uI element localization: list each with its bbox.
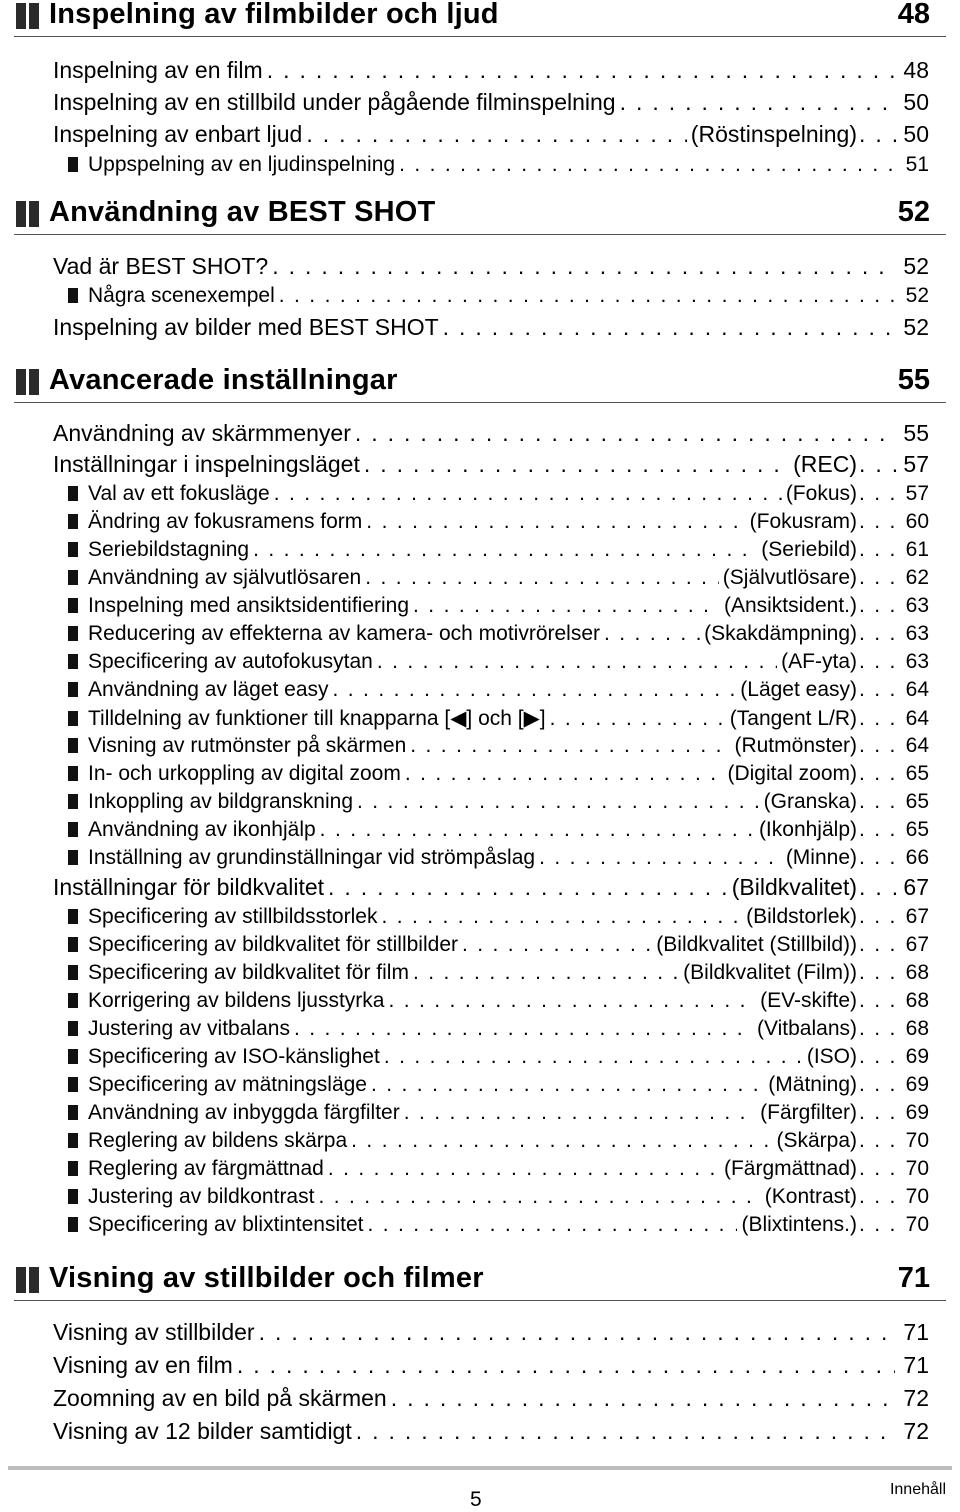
toc-entry-label: Visning av rutmönster på skärmen [88,734,407,757]
toc-entry-menu-ref: (ISO) [806,1045,857,1068]
toc-entry-label: Inspelning med ansiktsidentifiering [88,594,410,617]
dot-leader [859,510,897,534]
section-marker-icon [16,201,42,227]
toc-entry-menu-ref: (Fokusram) [749,510,857,533]
dot-leader [539,846,782,870]
section-header [14,366,946,403]
toc-entry-menu-ref: (Digital zoom) [727,762,857,785]
toc-entry-label: Visning av stillbilder [53,1319,255,1345]
toc-entry-menu-ref: (Läget easy) [740,678,857,701]
toc-section [0,1264,960,1451]
toc-entry-label: Användning av ikonhjälp [88,818,316,841]
bullet-square-icon [68,288,78,303]
dot-leader [364,451,789,478]
dot-leader [381,905,742,929]
toc-entry[interactable] [53,510,929,538]
toc-entry-menu-ref: (Självutlösare) [722,566,857,589]
toc-entry-label: Val av ett fokusläge [88,482,270,505]
toc-entry-page-number: 65 [905,818,929,841]
toc-entry-menu-ref: (Bildkvalitet (Film)) [683,961,857,984]
dot-leader [859,961,897,985]
bullet-square-icon [68,1189,78,1204]
dot-leader [351,1129,772,1153]
toc-entry-page-number: 63 [905,594,929,617]
toc-entry[interactable] [53,538,929,566]
dot-leader [859,451,897,478]
toc-entry[interactable] [53,57,929,89]
dot-leader [377,650,777,674]
toc-entry[interactable] [53,1213,929,1241]
section-entries [53,403,929,1241]
toc-entry[interactable] [53,933,929,961]
bullet-square-icon [68,822,78,837]
toc-entry-menu-ref: (Skärpa) [776,1129,857,1152]
toc-entry-page-number: 68 [905,989,929,1012]
toc-entry[interactable] [53,420,929,451]
toc-entry-page-number: 52 [903,253,929,279]
dot-leader [366,510,745,534]
toc-entry-menu-ref: (REC) [793,451,857,477]
dot-leader [859,566,897,590]
dot-leader [405,762,724,786]
toc-entry-menu-ref: (Seriebild) [761,538,857,561]
toc-entry-page-number: 71 [903,1352,929,1378]
dot-leader [550,707,726,731]
section-title: Användning av BEST SHOT [49,196,436,228]
dot-leader [859,1213,897,1237]
toc-entry-menu-ref: (Fokus) [785,482,857,505]
dot-leader [859,594,897,618]
toc-entry-label: Seriebildstagning [88,538,250,561]
toc-entry-label: Specificering av bildkvalitet för stillbilder [88,933,458,956]
dot-leader [237,1352,895,1379]
toc-entry-page-number: 72 [903,1418,929,1444]
toc-entry-menu-ref: (Bildstorlek) [746,905,857,928]
toc-entry-label: Reducering av effekterna av kamera- och motivrörelser [88,622,601,645]
toc-entry[interactable] [53,594,929,622]
toc-entry-label: Specificering av ISO-känslighet [88,1045,380,1068]
toc-entry-page-number: 70 [905,1185,929,1208]
bullet-square-icon [68,794,78,809]
dot-leader [859,874,897,901]
dot-leader [328,874,728,901]
section-page-number: 71 [897,1262,930,1294]
toc-entry[interactable] [53,482,929,510]
bullet-square-icon [68,626,78,641]
section-header [14,198,946,235]
toc-entry-label: Användning av inbyggda färgfilter [88,1101,400,1124]
toc-entry[interactable] [53,253,929,284]
dot-leader [294,1017,753,1041]
toc-entry[interactable] [53,961,929,989]
toc-entry-page-number: 50 [903,121,929,147]
toc-entry-menu-ref: (Färgfilter) [760,1101,857,1124]
dot-leader [859,482,897,506]
section-entries [53,37,929,184]
toc-entry-label: Specificering av bildkvalitet för film [88,961,409,984]
toc-section [0,0,960,184]
dot-leader [859,622,897,646]
toc-entry[interactable] [53,1101,929,1129]
toc-entry[interactable] [53,284,929,314]
toc-entry[interactable] [53,1129,929,1157]
section-entries [53,235,929,345]
bullet-square-icon [68,1105,78,1120]
toc-entry[interactable] [53,1418,929,1451]
dot-leader [859,790,897,814]
toc-entry-label: Inställning av grundinställningar vid strömpåslag [88,846,536,869]
toc-entry[interactable] [53,1352,929,1385]
toc-entry[interactable] [53,989,929,1017]
toc-entry-menu-ref: (Ansiktsident.) [723,594,857,617]
dot-leader [859,1129,897,1153]
toc-section [0,198,960,345]
dot-leader [859,1045,897,1069]
toc-entry-page-number: 57 [903,451,929,477]
toc-entry-menu-ref: (Granska) [763,790,857,813]
dot-leader [384,1045,803,1069]
dot-leader [365,566,719,590]
toc-entry[interactable] [53,314,929,345]
bullet-square-icon [68,682,78,697]
toc-entry-menu-ref: (Vitbalans) [757,1017,857,1040]
bullet-square-icon [68,486,78,501]
toc-entry-page-number: 60 [905,510,929,533]
toc-entry[interactable] [53,566,929,594]
dot-leader [859,989,897,1013]
dot-leader [274,482,782,506]
dot-leader [859,905,897,929]
toc-entry-page-number: 63 [905,650,929,673]
toc-entry-page-number: 52 [903,314,929,340]
toc-entry-page-number: 69 [905,1073,929,1096]
toc-entry-label: Justering av vitbalans [88,1017,290,1040]
bullet-square-icon [68,157,78,172]
bullet-square-icon [68,1217,78,1232]
toc-entry-menu-ref: (Röstinspelning) [690,121,857,147]
dot-leader [443,314,895,341]
dot-leader [371,1073,764,1097]
dot-leader [859,1073,897,1097]
toc-entry-label: Inställningar i inspelningsläget [53,451,360,477]
bullet-square-icon [68,1133,78,1148]
toc-entry-page-number: 68 [905,1017,929,1040]
toc-entry-page-number: 69 [905,1045,929,1068]
toc-entry-page-number: 66 [905,846,929,869]
toc-entry-label: In- och urkoppling av digital zoom [88,762,401,785]
toc-entry-label: Inställningar för bildkvalitet [53,874,325,900]
toc-entry-page-number: 48 [903,57,929,83]
toc-entry-page-number: 70 [905,1129,929,1152]
toc-section [0,366,960,1241]
footer-page-number: 5 [470,1488,482,1511]
section-title: Visning av stillbilder och filmer [49,1262,484,1294]
toc-entry[interactable] [53,790,929,818]
toc-entry-page-number: 72 [903,1385,929,1411]
bullet-square-icon [68,1161,78,1176]
toc-entry[interactable] [53,905,929,933]
dot-leader [859,1157,897,1181]
toc-entry-label: Tilldelning av funktioner till knapparna [◀] och [▶] [88,707,546,730]
toc-entry[interactable] [53,89,929,121]
section-marker-icon [16,1267,42,1293]
toc-entry-menu-ref: (Bildkvalitet) [731,874,857,900]
toc-entry[interactable] [53,1017,929,1045]
bullet-square-icon [68,766,78,781]
bullet-square-icon [68,993,78,1008]
toc-entry-page-number: 61 [905,538,929,561]
bullet-square-icon [68,909,78,924]
toc-entry-label: Användning av läget easy [88,678,329,701]
toc-entry[interactable] [53,1319,929,1352]
toc-entry[interactable] [53,734,929,762]
bullet-square-icon [68,937,78,952]
dot-leader [859,933,897,957]
toc-entry-label: Uppspelning av en ljudinspelning [88,153,396,176]
bullet-square-icon [68,654,78,669]
toc-entry-page-number: 67 [905,905,929,928]
dot-leader [859,1017,897,1041]
toc-entry[interactable] [53,451,929,482]
toc-entry-label: Korrigering av bildens ljusstyrka [88,989,385,1012]
toc-entry-label: Visning av 12 bilder samtidigt [53,1418,352,1444]
toc-entry-page-number: 52 [905,284,929,307]
toc-entry[interactable] [53,153,929,184]
footer-divider [8,1466,952,1470]
toc-entry-label: Några scenexempel [88,284,275,307]
toc-entry-label: Inspelning av enbart ljud [53,121,303,147]
toc-entry-page-number: 65 [905,762,929,785]
toc-entry-label: Inspelning av en film [53,57,263,83]
toc-entry-label: Visning av en film [53,1352,233,1378]
toc-entry-page-number: 64 [905,678,929,701]
toc-entry[interactable] [53,121,929,153]
bullet-square-icon [68,598,78,613]
section-title: Avancerade inställningar [49,364,398,396]
dot-leader [859,650,897,674]
dot-leader [404,1101,756,1125]
section-page-number: 48 [897,0,930,30]
toc-entry-page-number: 65 [905,790,929,813]
dot-leader [333,678,737,702]
dot-leader [279,284,895,308]
dot-leader [413,961,679,985]
dot-leader [859,1185,897,1209]
toc-entry-label: Specificering av blixtintensitet [88,1213,364,1236]
dot-leader [306,121,686,148]
dot-leader [859,121,897,148]
toc-entry[interactable] [53,1185,929,1213]
dot-leader [356,1418,895,1445]
toc-entry-page-number: 64 [905,707,929,730]
toc-entry[interactable] [53,1385,929,1418]
dot-leader [367,1213,737,1237]
dot-leader [859,707,897,731]
toc-entry-label: Specificering av autofokusytan [88,650,373,673]
toc-entry[interactable] [53,874,929,905]
dot-leader [859,734,897,758]
bullet-square-icon [68,514,78,529]
toc-entry[interactable] [53,622,929,650]
section-header [14,1264,946,1301]
toc-entry-page-number: 51 [905,153,929,176]
toc-entry-label: Vad är BEST SHOT? [53,253,269,279]
toc-entry-page-number: 50 [903,89,929,115]
toc-entry-label: Reglering av bildens skärpa [88,1129,348,1152]
dot-leader [859,846,897,870]
toc-entry-label: Specificering av stillbildsstorlek [88,905,378,928]
bullet-square-icon [68,711,78,726]
toc-entry-page-number: 63 [905,622,929,645]
toc-entry-menu-ref: (Bildkvalitet (Stillbild)) [656,933,857,956]
toc-entry-label: Användning av skärmmenyer [53,420,351,446]
section-entries [53,1301,929,1451]
dot-leader [318,1185,760,1209]
toc-entry-page-number: 70 [905,1213,929,1236]
toc-entry-menu-ref: (Mätning) [768,1073,857,1096]
dot-leader [320,818,755,842]
dot-leader [462,933,652,957]
dot-leader [388,989,756,1013]
dot-leader [604,622,700,646]
dot-leader [391,1385,895,1412]
dot-leader [620,89,895,116]
toc-entry[interactable] [53,678,929,706]
dot-leader [267,57,895,84]
toc-entry-page-number: 67 [903,874,929,900]
section-title: Inspelning av filmbilder och ljud [49,0,499,30]
toc-entry-menu-ref: (Ikonhjälp) [758,818,857,841]
bullet-square-icon [68,1021,78,1036]
toc-entry-label: Inspelning av bilder med BEST SHOT [53,314,439,340]
dot-leader [399,153,895,177]
toc-entry-label: Reglering av färgmättnad [88,1157,324,1180]
toc-entry-label: Ändring av fokusramens form [88,510,363,533]
toc-entry[interactable] [53,1157,929,1185]
dot-leader [859,1101,897,1125]
dot-leader [357,790,760,814]
toc-entry[interactable] [53,818,929,846]
toc-entry-menu-ref: (Färgmättnad) [723,1157,857,1180]
dot-leader [272,253,895,280]
toc-entry-menu-ref: (Kontrast) [764,1185,857,1208]
toc-entry-menu-ref: (Blixtintens.) [741,1213,857,1236]
toc-entry[interactable] [53,846,929,874]
dot-leader [355,420,895,447]
toc-entry-page-number: 69 [905,1101,929,1124]
toc-entry[interactable] [53,762,929,790]
toc-entry-label: Zoomning av en bild på skärmen [53,1385,387,1411]
toc-entry-page-number: 57 [905,482,929,505]
dot-leader [328,1157,720,1181]
toc-entry-page-number: 62 [905,566,929,589]
section-header [14,0,946,37]
section-marker-icon [16,3,42,29]
toc-entry[interactable] [53,1045,929,1073]
dot-leader [859,818,897,842]
toc-entry-label: Användning av självutlösaren [88,566,362,589]
bullet-square-icon [68,965,78,980]
dot-leader [859,678,897,702]
bullet-square-icon [68,570,78,585]
toc-entry-page-number: 68 [905,961,929,984]
toc-entry-label: Inkoppling av bildgranskning [88,790,354,813]
section-marker-icon [16,369,42,395]
dot-leader [410,734,730,758]
footer-label: Innehåll [889,1481,946,1498]
dot-leader [253,538,757,562]
toc-entry-page-number: 64 [905,734,929,757]
toc-entry-label: Specificering av mätningsläge [88,1073,367,1096]
bullet-square-icon [68,850,78,865]
toc-entry-menu-ref: (Minne) [785,846,857,869]
dot-leader [413,594,720,618]
bullet-square-icon [68,1077,78,1092]
bullet-square-icon [68,1049,78,1064]
toc-entry-label: Inspelning av en stillbild under pågående filminspelning [53,89,616,115]
toc-entry-page-number: 70 [905,1157,929,1180]
toc-entry-page-number: 71 [903,1319,929,1345]
toc-entry-menu-ref: (Rutmönster) [734,734,857,757]
bullet-square-icon [68,738,78,753]
toc-entry-menu-ref: (Skakdämpning) [704,622,857,645]
section-page-number: 55 [897,364,930,396]
dot-leader [859,538,897,562]
toc-entry-menu-ref: (Tangent L/R) [729,707,857,730]
toc-entry-menu-ref: (EV-skifte) [760,989,857,1012]
toc-entry-page-number: 55 [903,420,929,446]
toc-entry[interactable] [53,706,929,734]
toc-entry-label: Justering av bildkontrast [88,1185,315,1208]
toc-entry-page-number: 67 [905,933,929,956]
toc-entry[interactable] [53,1073,929,1101]
dot-leader [859,762,897,786]
bullet-square-icon [68,542,78,557]
dot-leader [259,1319,895,1346]
section-page-number: 52 [897,196,930,228]
toc-entry-menu-ref: (AF-yta) [781,650,857,673]
toc-entry[interactable] [53,650,929,678]
